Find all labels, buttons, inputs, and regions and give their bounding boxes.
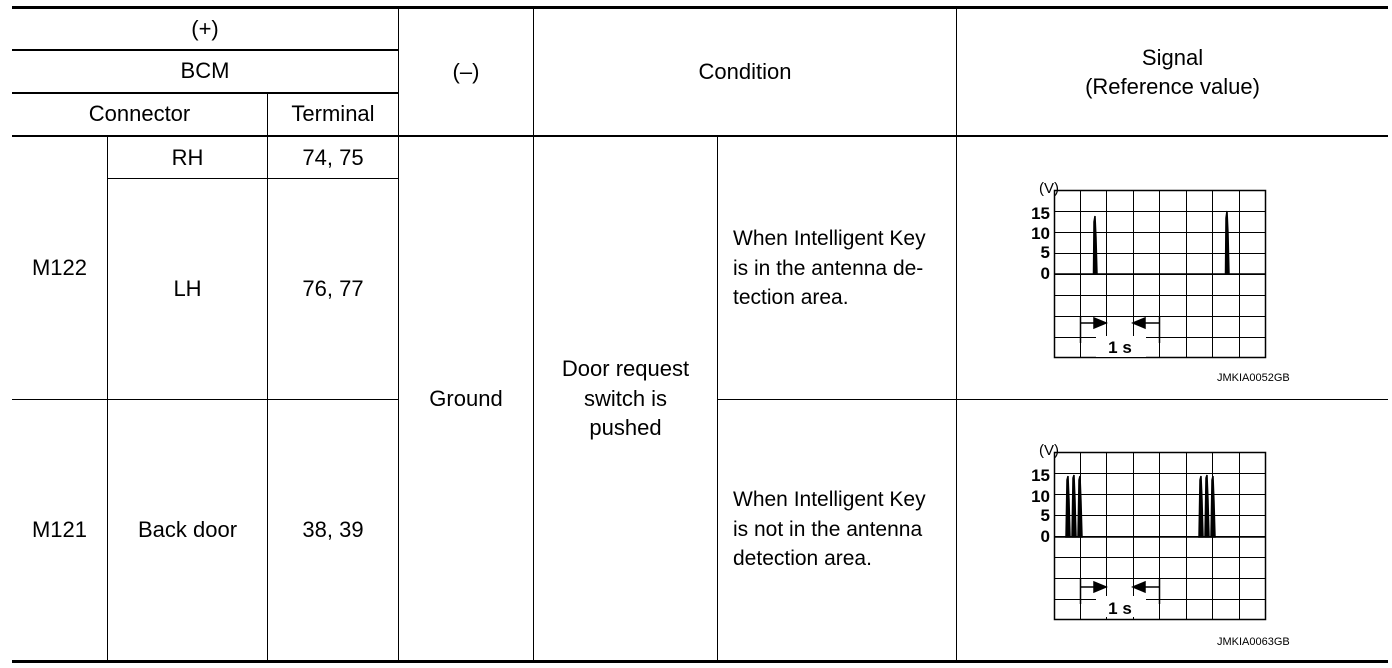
terminal-lh: 76, 77: [302, 276, 364, 301]
scope-caption-1: JMKIA0052GB: [1217, 372, 1290, 384]
scope-unit-label: (V): [1039, 442, 1059, 459]
header-terminal: Terminal: [291, 101, 375, 126]
scope-unit-label: (V): [1039, 180, 1059, 197]
bottom-rule: [12, 660, 1388, 663]
signal-waveform-key-not-in-area: [1010, 440, 1300, 625]
header-signal-title: Signal: [1141, 44, 1204, 70]
door-request-line-3: pushed: [589, 415, 662, 441]
scope-y-tick-10: 10: [1031, 224, 1050, 243]
scope-y-tick-10: 10: [1031, 487, 1050, 506]
minus-ground: Ground: [429, 385, 503, 411]
door-request-line-2: switch is: [583, 385, 668, 411]
signal-waveform-key-in-area: [1010, 178, 1300, 363]
waveform-single-pulse-graph: [1010, 178, 1300, 363]
door-request-line-1: Door request: [561, 356, 690, 382]
cond-in-line-2: is in the antenna de-: [733, 256, 924, 280]
scope-caption-2: JMKIA0063GB: [1217, 636, 1290, 648]
scope-y-tick-5: 5: [1040, 506, 1050, 525]
scope-time-label: 1 s: [1108, 338, 1132, 357]
scope-y-tick-0: 0: [1040, 264, 1050, 283]
scope-y-tick-5: 5: [1040, 243, 1050, 262]
side-rh: RH: [171, 144, 204, 170]
header-condition: Condition: [698, 58, 792, 84]
col-rule-5: [717, 137, 718, 662]
cond-in-line-1: When Intelligent Key: [733, 227, 926, 250]
scope-time-label: 1 s: [1108, 599, 1132, 618]
scope-y-tick-15: 15: [1031, 204, 1050, 223]
cond-out-line-1: When Intelligent Key: [733, 488, 926, 511]
scope-y-tick-15: 15: [1031, 466, 1050, 485]
rule-m122-m121-right: [717, 399, 1388, 400]
header-plus: (+): [191, 15, 219, 41]
header-bcm: BCM: [180, 58, 230, 83]
cond-out-line-2: is not in the antenna: [733, 517, 923, 541]
condition-key-not-in-area: [733, 485, 953, 574]
waveform-triple-pulse-graph: [1010, 440, 1300, 625]
terminal-back-door: 38, 39: [302, 517, 364, 542]
cond-in-line-3: tection area.: [733, 286, 849, 309]
scope-y-tick-0: 0: [1040, 527, 1050, 546]
side-back-door: Back door: [137, 517, 238, 542]
condition-key-in-area: [733, 224, 953, 313]
connector-m121: M121: [31, 517, 88, 542]
header-minus: (–): [452, 58, 480, 84]
connector-m122: M122: [31, 255, 88, 280]
terminal-rh: 74, 75: [302, 144, 364, 170]
header-connector: Connector: [88, 101, 191, 126]
header-signal: [957, 8, 1388, 135]
cond-out-line-3: detection area.: [733, 547, 872, 570]
condition-door-request: [534, 137, 717, 660]
side-lh: LH: [173, 276, 202, 301]
header-signal-subtitle: (Reference value): [1085, 73, 1260, 99]
